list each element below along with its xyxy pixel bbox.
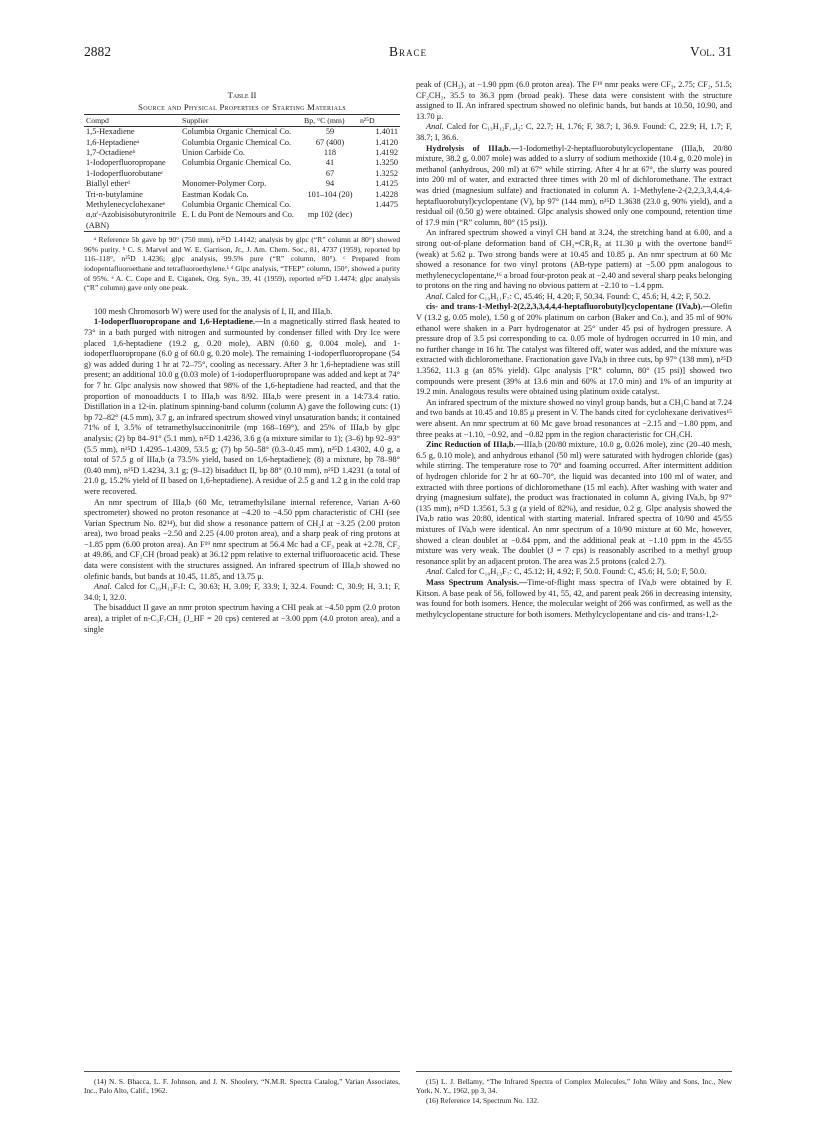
body-paragraph: [416, 440, 732, 567]
running-title: Brace: [388, 44, 427, 59]
table-cell-n: 1.4120: [375, 137, 398, 147]
table-header-row: [84, 115, 400, 127]
table-cell-supplier: Columbia Organic Chemical Co.: [182, 127, 292, 137]
table-cell-bp: [302, 200, 358, 210]
table-cell-supplier: Columbia Organic Chemical Co.: [182, 137, 292, 147]
paragraph-text: Calcd for C₁₀H₁₂F₇I: C, 30.63; H, 3.09; F, 33.9; I, 32.4. Found: C, 30.9; H, 3.1; F, 34.0; I, 32.0.: [84, 582, 400, 602]
anal-label: Anal.: [426, 122, 444, 132]
body-paragraph: The bisadduct II gave an nmr proton spectrum having a CHI peak at −4.50 ppm (2.0 proton area), a triplet of n-C₃F₇CH₂ (J_HF = 20 cps) centered at −3.00 ppm (4.0 proton area), and a single: [84, 603, 400, 634]
body-paragraph: 100 mesh Chromosorb W) were used for the analysis of I, II, and IIIa,b.: [94, 306, 333, 316]
paragraph-text: Calcd for C₁₀H₁₁F₇: C, 45.46; H, 4.20; F, 50.34. Found: C, 45.6; H, 4.2; F, 50.2.: [443, 291, 711, 301]
section-heading: 1-Iodoperfluoropropane and 1,6-Heptadiene.—: [94, 317, 264, 327]
section-heading: Hydrolysis of IIIa,b.—: [426, 143, 520, 153]
table-cell-n: 1.4475: [375, 200, 398, 210]
footnote: (16) Reference 14, Spectrum No. 132.: [426, 1095, 539, 1105]
body-paragraph: [416, 144, 732, 229]
body-paragraph: [84, 317, 400, 497]
table-cell-n: 1.4125: [375, 179, 398, 189]
page-number: 2882: [84, 44, 111, 59]
table-row: [84, 190, 400, 200]
footnotes-right: [416, 1071, 732, 1105]
table-cell-compd: Methylenecyclohexaneᵉ: [86, 200, 166, 210]
table-cell-compd: Biallyl etherᵈ: [86, 179, 130, 189]
table-cell-compd: Tri-n-butylamine: [86, 189, 143, 199]
table-cell-supplier: Monomer-Polymer Corp.: [182, 179, 267, 189]
body-paragraph: [416, 122, 732, 143]
table-cell-compd: 1-Iodoperfluoropropane: [86, 158, 166, 168]
table-cell-compd: 1,5-Hexadiene: [86, 127, 135, 137]
table-cell-bp: 67: [325, 168, 335, 178]
anal-label: Anal.: [426, 291, 444, 301]
table-row: [84, 158, 400, 168]
paragraph-text: Time-of-flight mass spectra of IVa,b were obtained by F. Kitson. A base peak of 56, followed by 41, 55, 42, and parent peak 266 in decreasing intensity, was found for both isomers. Hence, the molecular weight of 266 was confirmed, as well as the methylcyclopentane structure for both isomers. Methylcyclopentane and cis- and trans-1,2-: [416, 577, 732, 619]
table-cell-supplier: Columbia Organic Chemical Co.: [182, 200, 292, 210]
paragraph-text: Calcd for C₁₃H₁₂F₁₄I₂: C, 22.7; H, 1.76; F, 38.7; I, 36.9. Found: C, 22.9; H, 1.7; F, 38.7; I, 36.6.: [416, 122, 732, 142]
body-paragraph: An nmr spectrum of IIIa,b (60 Mc, tetramethylsilane internal reference, Varian A-60 spectrometer) showed no proton resonance at −4.20 to −4.50 ppm characteristic of CHI (see Varian Spectrum No. 82¹⁴), but did show a resonance pattern of CH₂I at −3.25 (2.00 proton area), two broad peaks −2.50 and 2.25 (4.00 proton area), and a sharp peak of ring protons at −1.85 ppm (6.00 proton area). An F¹⁹ nmr spectrum at 56.4 Mc had a CF₃ peak at +2.78, CF₂ at 49.86, and CF₂CH (broad peak) at 36.12 ppm relative to external trifluoroacetic acid. These data were consistent with the structures assigned. An infrared spectrum of IIIa,b showed no olefinic bands, but bands at 10.45, 11.85, and 13.75 μ.: [84, 497, 400, 581]
table-footnotes: [84, 235, 400, 293]
anal-label: Anal.: [94, 582, 112, 592]
body-paragraph: [416, 302, 732, 397]
table-row: [84, 138, 400, 148]
table-cell-supplier: Eastman Kodak Co.: [182, 189, 249, 199]
table-row: [84, 169, 400, 179]
table-cell-bp: 118: [323, 148, 337, 157]
table-row: [84, 200, 400, 210]
table-cell-n: 1.4192: [375, 148, 398, 157]
column-header: n²⁵D: [358, 115, 400, 127]
footnote: (15) L. J. Bellamy, “The Infrared Spectra of Complex Molecules,” John Wiley and Sons, Inc., New York, N. Y., 1962, pp 3, 34.: [416, 1077, 732, 1096]
section-heading: Zinc Reduction of IIIa,b.—: [426, 440, 524, 450]
right-column: [416, 80, 732, 620]
table-row: [84, 148, 400, 158]
volume-label: Vol. 31: [690, 44, 732, 59]
footnote: (14) N. S. Bhacca, L. F. Johnson, and J. N. Shoolery, “N.M.R. Spectra Catalog,” Varian Associates, Inc., Palo Alto, Calif., 1962.: [84, 1077, 400, 1096]
table-title: Source and Physical Properties of Starting Materials: [138, 101, 346, 112]
paragraph-text: Calcd for C₁₀H₁₃F₇: C, 45.12; H, 4.92; F, 50.0. Found: C, 45.6; H, 5.0; F, 50.0.: [443, 567, 707, 577]
table-row: [84, 179, 400, 189]
table-cell-supplier: Union Carbide Co.: [182, 148, 245, 157]
paragraph-text: In a magnetically stirred flask heated to 73° in a bath purged with nitrogen and surmounted by condenser filled with Dry Ice were placed 1,6-heptadiene (19.2 g, 0.20 mole), ABN (0.60 g, 0.004 mole), and 1-iodoperfluoropropane (6.0 g of 60.0 g, 0.20 mole). The remaining 1-iodoperfluoropropane (54 g) was added during 1 hr at 72–75°, cooling as necessary. After 3 hr 1,6-heptadiene was still present; an additional 10.0 g (0.03 mole) of 1-iodoperfluoropropane was added and kept at 74° for 7 hr. Glpc analysis now showed that 98% of the 1,6-heptadiene had reacted, and that the proportion of monoadducts I to IIIa,b was 8/92. IIIa,b were present in a 14:73.4 ratio. Distillation in a 12-in. platinum spinning-band column (column A) gave the following cuts: (1) bp 72–82° (4.5 mm), 3.7 g, an infrared spectrum showed vinyl unsaturation bands; it contained 71% of I, 3.5% of tetramethylsuccinonitrile (mp 168–169°), and 25% of IIIa,b by glpc analysis; (2) bp 84–91° (5.1 mm), n²⁵D 1.4236, 3.6 g (a mixture similar to 1); (3–6) bp 92–93° (5.5 mm), n²⁵D 1.4295–1.4309, 53.5 g; (7) bp 50–58° (0.3–0.45 mm), n²⁵D 1.4302, 4.0 g, a total of 57.5 g of IIIa,b (a 73.5% yield, based on 1,6-heptadiene); (8) a mixture, bp 78–98° (0.40 mm), n²⁵D 1.4234, 3.1 g; (9–12) bisadduct II, bp 88° (0.10 mm), n²⁵D 1.4231 (a total of 21.0 g, 15.2% yield of II based on 1,6-heptadiene). A residue of 2.5 g and 1.2 g in the cold trap were recovered.: [84, 317, 400, 496]
table-cell-bp: 41: [325, 158, 335, 168]
section-heading: Mass Spectrum Analysis.—: [426, 577, 528, 587]
table-cell-n: 1.3250: [375, 158, 398, 168]
anal-label: Anal.: [426, 567, 444, 577]
table-cell-bp: mp 102 (dec): [307, 210, 353, 220]
left-column: [84, 80, 400, 635]
table-notes-text: ᵃ Reference 5b gave bp 90° (750 mm), n²⁵D 1.4142; analysis by glpc (“R” column at 80°) showed 96% purity. ᵇ C. S. Marvel and W. E. Garrison, Jr., J. Am. Chem. Soc., 81, 4737 (1959), reported bp 116–118°, n²⁵D 1.4236; glpc analysis, 99.5% pure (“R” column, 80°). ᶜ Prepared from iodopentafluoroethane and tetrafluoroethylene.¹ ᵈ Glpc analysis, “TFEP” column, 150°, showed a purity of 95%. ᵉ A. C. Cope and E. Ciganek, Org. Syn., 39, 41 (1959), reported n²⁵D 1.4474; glpc analysis (“R” column) gave only one peak.: [84, 235, 400, 293]
footnotes-left: [84, 1071, 400, 1096]
body-paragraph: [416, 578, 732, 620]
table-cell-bp: 67 (400): [315, 137, 345, 147]
table-cell-supplier: [180, 169, 302, 179]
body-paragraph: An infrared spectrum showed a vinyl CH band at 3.24, the stretching band at 6.00, and a strong out-of-plane deformation band of CH₂=CR₁R₂ at 11.30 μ with the overtone band¹⁵ (weak) at 5.62 μ. Two strong bands were at 10.45 and 10.85 μ. An nmr spectrum at 60 Mc showed a resonance for two vinyl protons (AB-type pattern) at −5.00 ppm analogous to methylenecyclopentane,¹⁶ a broad four-proton peak at −2.40 and several sharp peaks belonging to protons on the ring and having no obvious pattern at −2.10 to −1.4 ppm.: [416, 228, 732, 291]
table-row: [84, 210, 400, 231]
body-paragraph: [416, 567, 732, 578]
table-cell-n: 1.4011: [375, 127, 398, 137]
body-paragraph: [84, 582, 400, 603]
body-paragraph: peak of (CH₂)₃ at −1.90 ppm (6.0 proton area). The F¹⁹ nmr peaks were CF₃, 2.75; CF₂, 51.5; CF₂CH₂, 35.5 to 36.3 ppm (broad peak). These data were consistent with the structure assigned to II. An infrared spectrum showed no olefinic bands, but bands at 10.50, 10.90, and 13.70 μ.: [416, 80, 732, 121]
table-cell-compd: 1,6-Heptadieneᵃ: [86, 137, 140, 147]
table-cell-compd: 1-Iodoperfluorobutaneᶜ: [86, 168, 164, 178]
column-header: Bp, °C (mm): [302, 115, 358, 127]
table-row: [84, 127, 400, 138]
table-cell-n: 1.4228: [375, 189, 398, 199]
table-cell-compd: α,α′-Azobisisobutyronitrile (ABN): [86, 210, 177, 230]
table-cell-bp: 94: [325, 179, 335, 189]
table-cell-supplier: E. I. du Pont de Nemours and Co.: [182, 210, 294, 220]
table-cell-n: 1.3252: [375, 168, 398, 178]
table-caption: Table II: [227, 90, 257, 100]
table-cell-n: [358, 210, 400, 231]
page-header: [84, 44, 732, 64]
body-paragraph: An infrared spectrum of the mixture showed no vinyl group bands, but a CH₃C band at 7.24 and two bands at 10.45 and 10.85 μ present in V. The bands cited for cyclohexane derivatives¹⁵ were absent. An nmr spectrum at 60 Mc gave broad resonances at −2.15 and −1.80 ppm, and three peaks at −1.10, −0.92, and −0.82 ppm in the region characteristic for CH₃CH.: [416, 397, 732, 439]
table-cell-supplier: Columbia Organic Chemical Co.: [182, 158, 292, 168]
table-cell-bp: 101–104 (20): [307, 189, 353, 199]
paragraph-text: Olefin V (13.2 g, 0.05 mole), 1.50 g of 20% platinum on carbon (Baker and Co.), and 35 ml of 90% ethanol were shaken in a Parr hydrogenator at 25° under 45 psi of hydrogen pressure. A pressure drop of 3.5 psi corresponding to ca. 0.05 mole of hydrogen occurred in 10 min, and no further change in 16 hr. The catalyst was filtered off, water was added, and the mixture was extracted with dichloromethane. Fractionation gave IVa,b in three cuts, bp 97° (138 mm), n²⁵D 1.3562, 11.3 g (an 85% yield). Glpc analysis [“R” column, 80° (15 psi)] showed two compounds were present (39% at 13.6 min and 60% at 17.0 min) and 1% of an impurity at 19.2 min. Analogous results were obtained using platinum oxide catalyst.: [416, 302, 732, 397]
table-cell-compd: 1,7-Octadieneᵇ: [86, 148, 136, 157]
section-heading: cis- and trans-1-Methyl-2(2,2,3,3,4,4,4-heptafluorobutyl)cyclopentane (IVa,b).—: [426, 302, 711, 312]
column-header: Compd: [84, 115, 180, 127]
body-paragraph: [416, 292, 732, 303]
paragraph-text: IIIa,b (20/80 mixture, 10.0 g, 0.026 mole), zinc (20–40 mesh, 6.5 g, 0.10 mole), and anhydrous ethanol (50 ml) were saturated with hydrogen chloride (gas) while stirring. The temperature rose to 70° and foaming occurred. After intermittent addition of hydrogen chloride for 2 hr at 60–70°, the liquid was decanted into 100 ml of water, and extracted with three portions of dichloromethane (15 ml each). After washing with water and drying (magnesium sulfate), the product was fractionated in column A, giving IVa,b, bp 97° (135 mm), n²⁵D 1.3561, 5.3 g (a yield of 82%), and residue, 0.2 g. Glpc analysis showed the IVa,b ratio was 20:80, identical with starting material. Infrared spectra of 10/90 and 45/55 mixtures of IVa,b were identical. An nmr spectrum of a 10/90 mixture at 60 Mc, however, showed a clean doublet at −0.84 ppm, and the additional peak at −1.10 ppm in the 45/55 mixture was very weak. The doublet (J = 7 cps) is reasonably ascribed to a methyl group resonance split by an adjacent proton. The area was 2.5 protons (calcd 2.7).: [416, 440, 732, 566]
table-cell-bp: 59: [325, 127, 335, 137]
properties-table: [84, 114, 400, 232]
column-header: Supplier: [180, 115, 302, 127]
paragraph-text: 1-Iodomethyl-2-heptafluorobutylcyclopentane (IIIa,b, 20/80 mixture, 38.2 g, 0.007 mole) was added to a slurry of sodium methoxide (10.4 g, 0.20 mole) in methanol (anhydrous, 200 ml) at 67° while stirring. After 4 hr at 67°, the slurry was poured into 200 ml of water, and extracted three times with 20 ml of dichloromethane. The extract was dried (magnesium sulfate) and fractionated in column A. 1-Methylene-2-(2,2,3,3,4,4,4-heptafluorobutyl)cyclopentane (V), bp 97° (144 mm), n²⁵D 1.3638 (23.0 g, 90% yield), and a residual oil (0.50 g) were obtained. Glpc analysis showed only one compound, retention time of 17.9 min (“R” column, 80° (15 psi)).: [416, 143, 732, 227]
